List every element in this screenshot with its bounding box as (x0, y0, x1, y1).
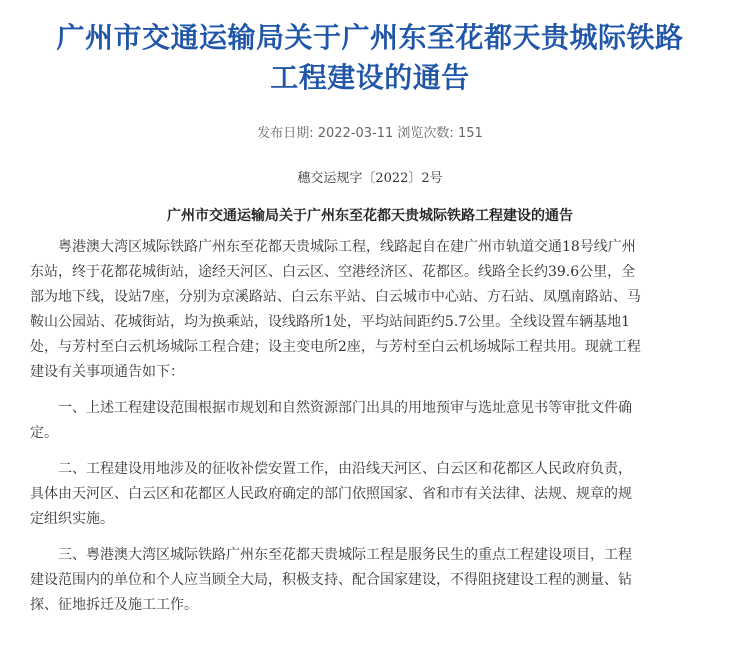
paragraph-gap (30, 385, 712, 396)
paragraph-item-3 (30, 543, 712, 618)
text-line: 处，与芳村至白云机场城际工程合建；设主变电所2座，与芳村至白云机场城际工程共用。现就工程 (30, 339, 641, 355)
paragraph-intro (30, 235, 712, 385)
text-line: 三、粤港澳大湾区城际铁路广州东至花都天贵城际工程是服务民生的重点工程建设项目，工程 (58, 547, 632, 563)
text-line: 定组织实施。 (30, 511, 114, 527)
paragraph-gap (30, 532, 712, 543)
text-line: 具体由天河区、白云区和花都区人民政府确定的部门依照国家、省和市有关法律、法规、规章的规 (30, 486, 632, 502)
page-title (20, 18, 720, 98)
title-line: 工程建设的通告 (270, 61, 470, 94)
text-line: 部为地下线，设站7座，分别为京溪路站、白云东平站、白云城市中心站、方石站、凤凰南路站、马 (30, 289, 641, 305)
text-line: 粤港澳大湾区城际铁路广州东至花都天贵城际工程，线路起自在建广州市轨道交通18号线广州 (58, 239, 636, 255)
publish-meta: 发布日期: 2022-03-11 浏览次数: 151 (257, 126, 483, 141)
paragraph-item-2 (30, 457, 712, 532)
notice-subtitle: 广州市交通运输局关于广州东至花都天贵城际铁路工程建设的通告 (167, 208, 573, 224)
paragraph-gap (30, 446, 712, 457)
paragraph-item-1 (30, 396, 712, 446)
text-line: 二、工程建设用地涉及的征收补偿安置工作，由沿线天河区、白云区和花都区人民政府负责， (58, 461, 632, 477)
document-number: 穗交运规字〔2022〕2号 (297, 171, 443, 186)
text-line: 东站，终于花都花城街站，途经天河区、白云区、空港经济区、花都区。线路全长约39.6公里，全 (30, 264, 636, 280)
article-body (30, 235, 712, 618)
text-line: 定。 (30, 425, 58, 441)
text-line: 建设有关事项通告如下： (30, 364, 184, 380)
title-line: 广州市交通运输局关于广州东至花都天贵城际铁路 (56, 21, 684, 54)
text-line: 探、征地拆迁及施工工作。 (30, 597, 198, 613)
text-line: 建设范围内的单位和个人应当顾全大局，积极支持、配合国家建设，不得阻挠建设工程的测量、钻 (30, 572, 632, 588)
text-line: 鞍山公园站、花城街站，均为换乘站，设线路所1处，平均站间距约5.7公里。全线设置车辆基地1 (30, 314, 631, 330)
text-line: 一、上述工程建设范围根据市规划和自然资源部门出具的用地预审与选址意见书等审批文件确 (58, 400, 632, 416)
